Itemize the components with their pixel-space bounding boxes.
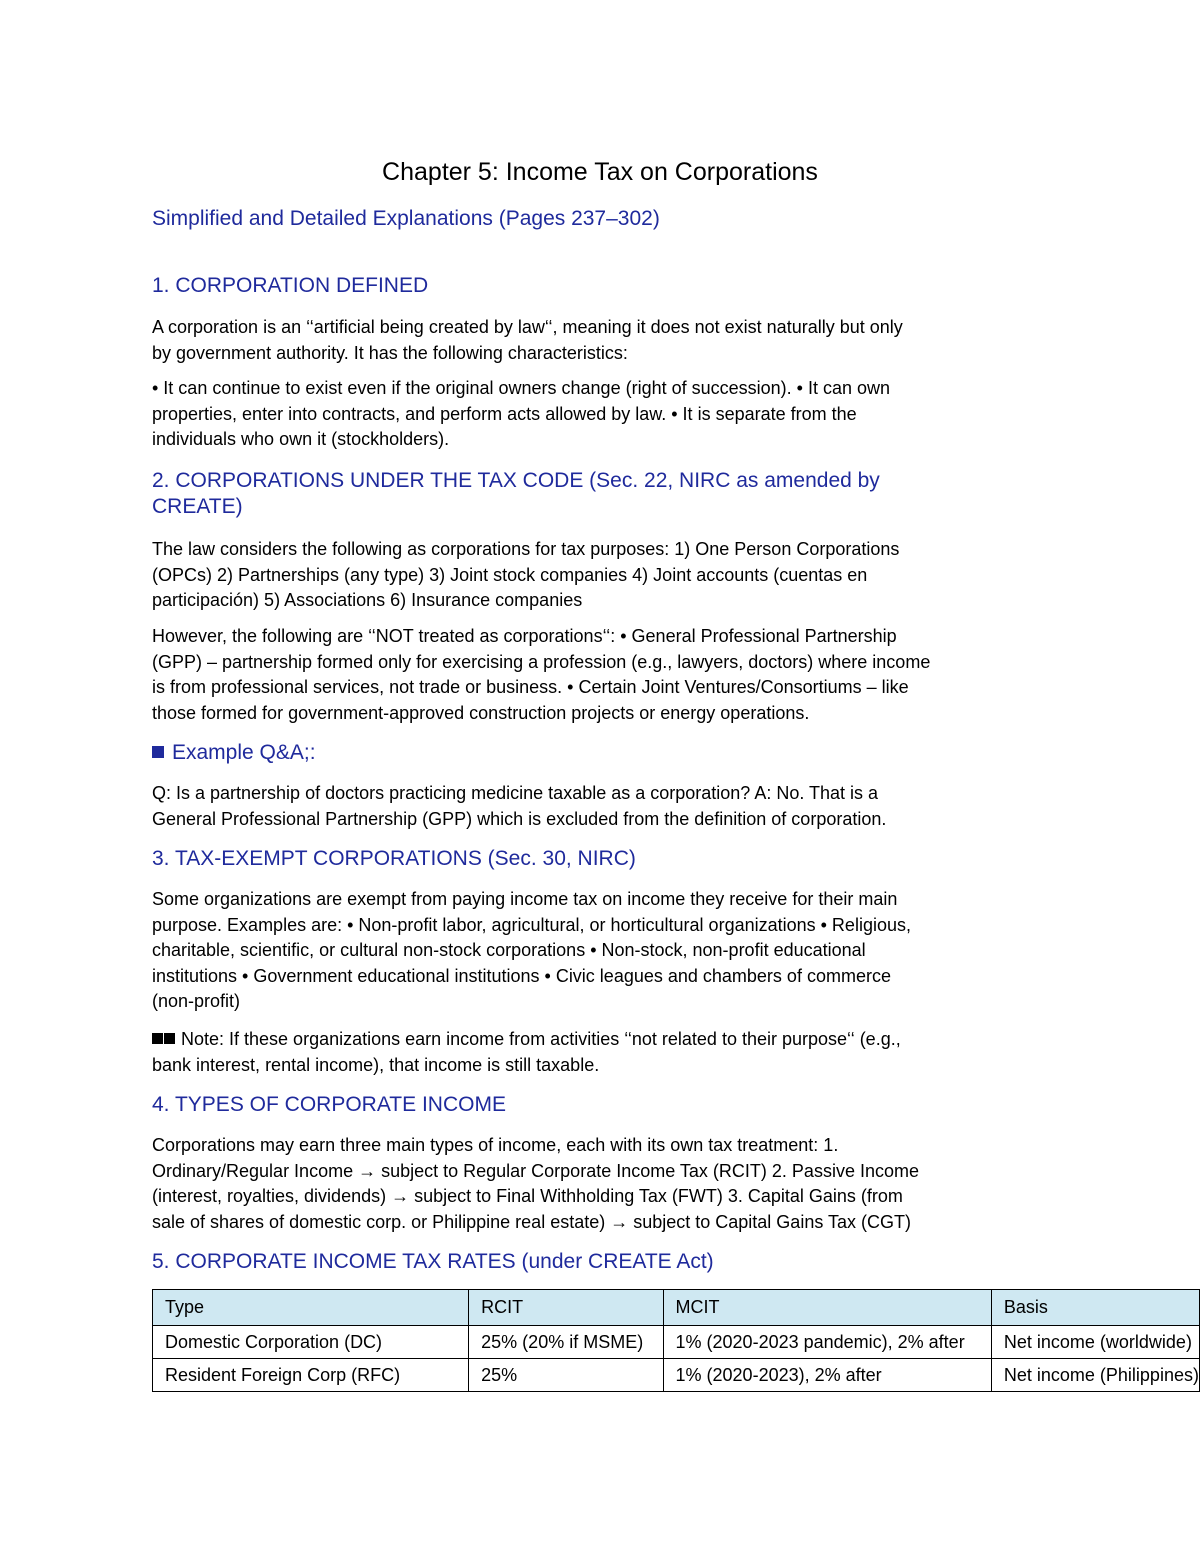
text-line: The law considers the following as corporations for tax purposes: 1) One Person Corporations bbox=[152, 539, 900, 559]
text-line: Corporations may earn three main types of income, each with its own tax treatment: 1. bbox=[152, 1135, 839, 1155]
text-line: Q: Is a partnership of doctors practicing medicine taxable as a corporation? A: No. That is a bbox=[152, 783, 879, 803]
table-header-cell: MCIT bbox=[663, 1290, 991, 1326]
heading-line: CREATE) bbox=[152, 495, 243, 518]
table-cell: 25% (20% if MSME) bbox=[469, 1326, 663, 1359]
text-line: bank interest, rental income), that income is still taxable. bbox=[152, 1054, 600, 1075]
text-line: properties, enter into contracts, and perform acts allowed by law. • It is separate from the bbox=[152, 403, 857, 424]
text-line: (non-profit) bbox=[152, 991, 241, 1011]
text-line: individuals who own it (stockholders). bbox=[152, 429, 450, 449]
table-header-cell: RCIT bbox=[469, 1290, 663, 1326]
table-row bbox=[153, 1359, 1200, 1392]
section-1-paragraph-2 bbox=[152, 376, 1052, 453]
text-line: purpose. Examples are: • Non-profit labor, agricultural, or horticultural organizations • Religious, bbox=[152, 914, 911, 935]
tax-rates-table bbox=[152, 1289, 1200, 1392]
table-cell: 1% (2020-2023), 2% after bbox=[663, 1359, 991, 1392]
square-bullet-icon bbox=[152, 746, 164, 758]
text-line: • It can continue to exist even if the original owners change (right of succession). • It can own bbox=[152, 378, 890, 398]
text-line: charitable, scientific, or cultural non-stock corporations • Non-stock, non-profit educational bbox=[152, 940, 866, 960]
table-cell: Net income (Philippines) bbox=[991, 1359, 1199, 1392]
note-line: Note: If these organizations earn income from activities ‘‘not related to their purpose‘‘ (e.g., bbox=[181, 1029, 901, 1049]
section-1-heading: 1. CORPORATION DEFINED bbox=[152, 274, 429, 297]
text-line: A corporation is an ‘‘artificial being created by law‘‘, meaning it does not exist naturally but only bbox=[152, 317, 903, 337]
section-4-heading: 4. TYPES OF CORPORATE INCOME bbox=[152, 1093, 506, 1116]
section-4-paragraph-1 bbox=[152, 1133, 1052, 1235]
text-line: (GPP) – partnership formed only for exercising a profession (e.g., lawyers, doctors) where income bbox=[152, 651, 931, 672]
text-line: General Professional Partnership (GPP) which is excluded from the definition of corporation. bbox=[152, 808, 887, 829]
table-cell: Domestic Corporation (DC) bbox=[153, 1326, 469, 1359]
page-title: Chapter 5: Income Tax on Corporations bbox=[382, 158, 818, 186]
page-subtitle: Simplified and Detailed Explanations (Pages 237–302) bbox=[152, 207, 660, 230]
text-line: institutions • Government educational institutions • Civic leagues and chambers of commerce bbox=[152, 965, 891, 986]
table-cell: Net income (worldwide) bbox=[991, 1326, 1199, 1359]
table-cell: 25% bbox=[469, 1359, 663, 1392]
table-header-cell: Type bbox=[153, 1290, 469, 1326]
section-5-heading: 5. CORPORATE INCOME TAX RATES (under CREATE Act) bbox=[152, 1250, 714, 1273]
table-cell: 1% (2020-2023 pandemic), 2% after bbox=[663, 1326, 991, 1359]
square-bullet-icon bbox=[164, 1033, 175, 1044]
heading-line: 2. CORPORATIONS UNDER THE TAX CODE (Sec. 22, NIRC as amended by bbox=[152, 469, 880, 492]
section-3-heading: 3. TAX-EXEMPT CORPORATIONS (Sec. 30, NIRC) bbox=[152, 847, 636, 870]
document-page bbox=[152, 0, 1200, 1553]
section-3-note bbox=[152, 1027, 1052, 1078]
table-cell: Resident Foreign Corp (RFC) bbox=[153, 1359, 469, 1392]
example-heading-text: Example Q&A;: bbox=[172, 741, 316, 764]
table-header-cell: Basis bbox=[991, 1290, 1199, 1326]
section-2-paragraph-1 bbox=[152, 537, 1052, 614]
text-line: However, the following are ‘‘NOT treated as corporations‘‘: • General Professional Partnership bbox=[152, 626, 897, 646]
text-line: Some organizations are exempt from paying income tax on income they receive for their main bbox=[152, 889, 898, 909]
text-line: is from professional services, not trade or business. • Certain Joint Ventures/Consortiums – like bbox=[152, 677, 909, 697]
text-line: (interest, royalties, dividends) → subject to Final Withholding Tax (FWT) 3. Capital Gains (from bbox=[152, 1186, 903, 1206]
section-2-paragraph-2 bbox=[152, 624, 1052, 726]
section-1-paragraph-1 bbox=[152, 315, 1052, 366]
text-line: by government authority. It has the following characteristics: bbox=[152, 342, 628, 363]
table-row bbox=[153, 1326, 1200, 1359]
table-header-row bbox=[153, 1290, 1200, 1326]
text-line: participación) 5) Associations 6) Insurance companies bbox=[152, 590, 583, 610]
example-heading bbox=[152, 740, 1032, 766]
example-text bbox=[152, 781, 1052, 832]
text-line: sale of shares of domestic corp. or Philippine real estate) → subject to Capital Gains Tax (CGT) bbox=[152, 1211, 911, 1232]
section-3-paragraph-1 bbox=[152, 887, 1052, 1015]
text-line: Ordinary/Regular Income → subject to Regular Corporate Income Tax (RCIT) 2. Passive Income bbox=[152, 1160, 919, 1181]
text-line: those formed for government-approved construction projects or energy operations. bbox=[152, 702, 810, 723]
section-2-heading bbox=[152, 468, 1032, 520]
text-line bbox=[152, 1027, 1052, 1053]
text-line: (OPCs) 2) Partnerships (any type) 3) Joint stock companies 4) Joint accounts (cuentas en bbox=[152, 564, 868, 585]
square-bullet-icon bbox=[152, 1033, 163, 1044]
